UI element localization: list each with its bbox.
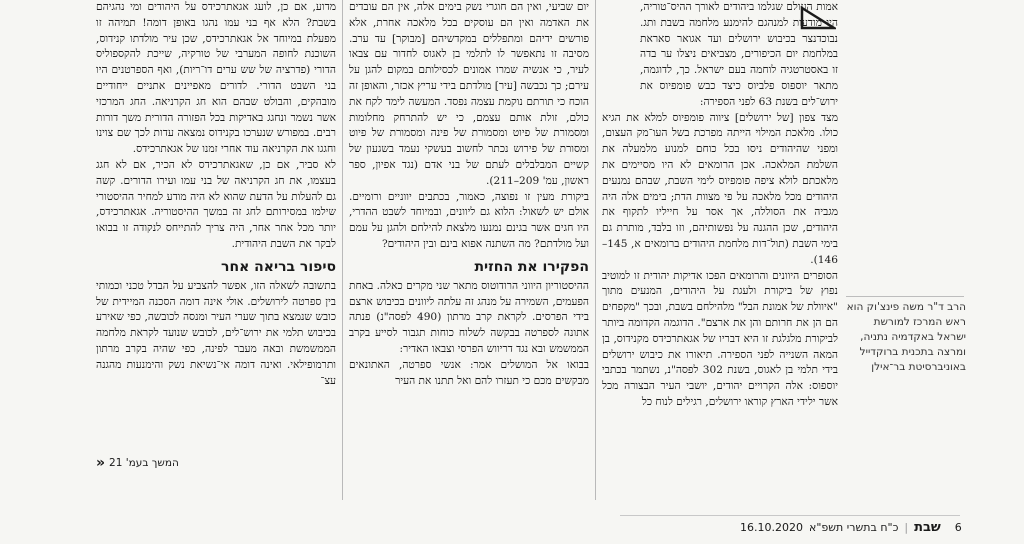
- section-heading-front: הפקירו את החזית: [474, 258, 589, 275]
- paragraph-agatharchides-quote: יום שביעי, ואין הם חוגרי נשק בימים אלה, אין הם עובדים את האדמה ואין הם עוסקים בכל מלאכה אחרת, אלא פורשים ידיהם ומתפללים במקדשיהם [מבוקר] עד ערב. מסיבה זו נתאפשר לו לתלמי בן לאגוס לחדור עם צבאו לעיר, כי אנשיה שמרו אמונים לכסילותם במקום להגן על עירם; כך נכבשה [עיר] מולדתם בידי עריץ אכזר, והאופן זה הוכח כי תורתם נוקמת עצמה נפסד. המעשה לימד לקח את כולם, זולת אותם עצמם, כי יש להתרחק מחלומות ומסמורת של פיוט ומסמורת של פינה ומסמורת של פיוט ומסורת של פירוש נכתר לחשוב בעשקי נעמד בשגעון של קשיים המבלבלים לעתם של בני אדם (נגד אפיון, ספר ראשון, עמ' 209–211).: [348, 1, 589, 187]
- footer-brand: שבת: [914, 520, 941, 535]
- footer-rule: [620, 515, 960, 516]
- paragraph-why-mock: מדוע, אם כן, לועג אגאתרכידס על היהודים ומי נהגיהם בשבת? הלא אף בני עמו נהגו באופן דומה! תמיהה זו מפעלת במיוחד אל אגאתרכידס, שכן עיר מולדתו קנידוס, השוכנת לחופה המערבי של טורקיה, שייכת להקספוליס הדורי (פדרציה של שש ערים דו־ריות), ואף הספרטנים היו בני השבט הדורי. לדורים מאפיינים אתניים ייחודיים מובהקים, והבולט שבהם הוא חג הקרניאה. החג המרכזי אשר נשמר ונחגג באדיקות בכל הפזורה הדורית משך דורות רבים. במפורש שנערכו בקנידוס נמצאה עדות לכך שם צוינו וחגגו את הקרניאה עוד אחרי זמנו של אגאתרכידס.: [96, 1, 336, 156]
- author-divider: [846, 296, 964, 297]
- author-bio: הרב ד"ר משה פינצ'וק הוא ראש המרכז למורשת ישראל באקדמיה נתניה, ומרצה בתכנית ברוקדייל באוניברסיטת בר־אילן: [846, 301, 966, 373]
- footer-separator: |: [904, 521, 909, 534]
- page-number: 6: [954, 521, 962, 534]
- double-chevron-left-icon: «: [96, 455, 106, 471]
- paragraph-question: ביקורת מעין זו נפוצה, כאמור, בכתבים יווניים ורומיים. אולם יש לשאול: הלוא גם ליוונים, ובמיוחד לשבט ההדרי, היו חגים אשר בגינם נמנעו מלצאת להילחם ולהגן על עמם ועל מולדתם? מה השתנה אפוא בינם ובין היהודים?: [349, 190, 589, 250]
- article-column-2: [349, 0, 589, 389]
- continued-label: המשך בעמ' 21: [109, 457, 179, 469]
- paragraph-intro: אמות העולם שגלמו ביהודים לאורך ההיס־טוריה, היו מודעות למנהגם להימנע מלחמה בשבת ותג. נבוכדנצר בכיבוש ירושלים ועד אגואר סאראת במלחמת יום הכיפורים, מצביאים ניצלו ער בדה זו באסטרטגיה לוחמה בעם ישראל. כך, לדוגמה, מתאר יוספוס פלביוס כיצד כבש פומפיוס את ירוש־לים בשנת 63 לפני הספירה:: [640, 1, 838, 108]
- paragraph-not-reasonable: לא סביר, אם כן, שאגאתרכידס לא הכיר, אם לא חגג בעצמו, את חג הקרניאה של בני עמו ועירו הדורים. קשה גם להעלות על הדעת שהוא לא היה מודע למחיר ההיסטורי שילמו במסירותם לחג זה במשך ההיסטוריה. אגאתרכידס, יותר מכל אחר אחר, היה צריך להתייחס לנקודה זו בבואו לבקר את השבת היהודית.: [96, 158, 336, 250]
- section-heading-creation: סיפור בריאה אחר: [221, 258, 336, 275]
- paragraph-herodotus-quote: בבואו אל המושלים אמר: אנשי ספרטה, האתונאים מבקשים מכם כי תעזרו להם ואל תתנו את העיר: [349, 358, 589, 387]
- page-footer: [740, 520, 962, 535]
- column-divider: [595, 0, 596, 500]
- article-column-3: [96, 0, 336, 389]
- column-divider: [342, 0, 343, 500]
- article-column-1: [602, 0, 838, 411]
- paragraph-greek-critics: הסופרים היוונים והרומאים הפכו אדיקות יהודית זו למוטיב נפוץ של ביקורת ולעגת על היהודים, המנעים מתוך "איוולת של אמונת הבל" מלהילחם בשבת, ובכך "מקפחים הם הן את חרותם והן את ארצם". הדוגמה הקדומה ביותר לביקורת מלגלגת זו היא דבריו של אגאתרכידס מקנידוס, בן המאה השנייה לפני הספירה. תיאורו את כיבוש ירושלים בידי תלמי בן לאגוס, בשנת 302 לפסה"נ, נשתמר בכתבי יוספוס: אלה הקרויים יהודים, יושבי העיר הבצורה מכל אשר ילידי הארץ קוראו ירושלים, רגילים לנוח כל: [602, 269, 838, 408]
- footer-date: 16.10.2020: [740, 521, 803, 534]
- paragraph-answer: בתשובה לשאלה הזו, אפשר להצביע על הבדל טכני וכמותי בין ספרטה לירושלים. אולי אינה דומה הסכנה המיידית של כובש שנמצא בתוך שערי העיר ומנסה לכובשה, כפי שאירע בכיבוש תלמי את ירוש־לים, לכובש שנועד לקראת מלחמה הממשמשת ובאה מעבר לפינה, כפי שהיה בקרב מרתון ותרמופילאי. ואינה דומה אי־נשיאת נשק והימנעות מהגנה עצ־: [96, 279, 336, 387]
- continued-on-page[interactable]: [96, 455, 179, 471]
- footer-hebrew-date: כ"ח בתשרי תשפ"א: [808, 521, 899, 534]
- paragraph-josephus-quote: מצד צפון [של ירושלים] ציווה פומפיוס למלא את הגיא כולו. מלאכת המילוי הייתה מפרכת בשל העו־מק העצום, ומפני שהיהודים ניסו בכל כוחם למנוע מלמעלה את השלמת המלאכה. אכן הרומאים לא היו מסיימים את מלאכתם לולא ציפה פומפיוס לימי השבת, שבהם נמנעים היהודים מכל מלאכה על פי מצוות הדת; בימים אלה היה מגביה את הסוללה, אך אסר על חייליו לתקוף את היהודים, שכן ההגנה על נפשותיהם, וזו בלבד, מותרת גם בימי השבת (תול־דות מלחמת היהודים ברומאים א, 145–146).: [602, 111, 838, 266]
- paragraph-herodotus: ההיסטוריון היווני הרודוטוס מתאר שני מקרים כאלה. באחת הפעמים, השמירה על מנהג זה עלתה ליוונים בכיבוש ארצם בידי הפרסים. לקראת קרב מרתון (490 לפסה"נ) פנתה אתונה לספרטה בבקשה לשלוח כוחות תגבור לסייע בקרב הממשמש ובא נגד דריווש הפרסי וצבאו האדיר:: [349, 279, 589, 355]
